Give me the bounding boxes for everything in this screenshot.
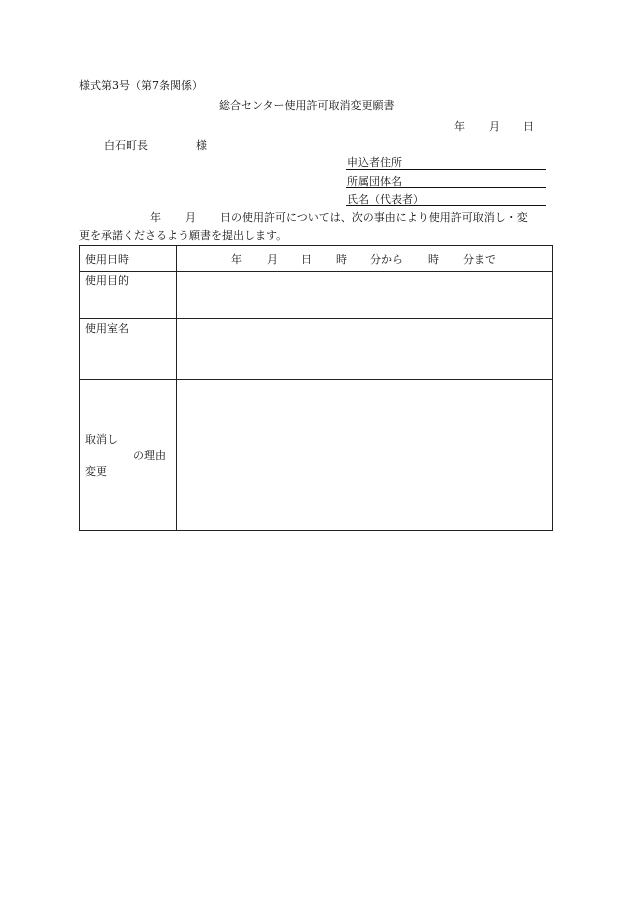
datetime-month: 月 <box>267 253 278 266</box>
body-line2: 更を承諾くださるよう願書を提出します。 <box>79 229 288 242</box>
usage-datetime-label: 使用日時 <box>85 253 129 266</box>
application-table <box>79 245 553 531</box>
reason-field[interactable] <box>177 380 552 530</box>
group-name-label: 所属団体名 <box>347 175 402 188</box>
room-name-label: 使用室名 <box>85 322 129 335</box>
group-name-field[interactable] <box>346 187 546 188</box>
date-month: 月 <box>489 120 500 133</box>
form-number: 様式第3号（第7条関係） <box>79 79 203 92</box>
datetime-year: 年 <box>231 253 242 266</box>
representative-name-label: 氏名（代表者） <box>347 193 424 206</box>
datetime-hour: 時 <box>336 253 347 266</box>
usage-purpose-field[interactable] <box>177 272 552 318</box>
reason-suffix-label: の理由 <box>133 449 166 462</box>
usage-datetime-field[interactable] <box>177 246 552 271</box>
applicant-address-field[interactable] <box>346 169 546 170</box>
datetime-day: 日 <box>301 253 312 266</box>
date-year: 年 <box>454 120 465 133</box>
addressee-name: 白石町長 <box>104 139 148 152</box>
date-day: 日 <box>523 120 534 133</box>
addressee-honorific: 様 <box>196 139 207 152</box>
body-month: 月 <box>185 211 196 224</box>
datetime-minute-from: 分から <box>370 253 403 266</box>
body-line1: 日の使用許可については、次の事由により使用許可取消し・変 <box>220 211 528 224</box>
form-title: 総合センター使用許可取消変更願書 <box>219 99 395 112</box>
applicant-address-label: 申込者住所 <box>347 156 402 169</box>
usage-purpose-label: 使用目的 <box>85 274 129 287</box>
body-year: 年 <box>150 211 161 224</box>
representative-name-field[interactable] <box>346 205 546 206</box>
change-label: 変更 <box>85 465 107 478</box>
datetime-hour-to: 時 <box>428 253 439 266</box>
datetime-minute-to: 分まで <box>463 253 496 266</box>
cancel-label: 取消し <box>85 433 118 446</box>
room-name-field[interactable] <box>177 319 552 379</box>
